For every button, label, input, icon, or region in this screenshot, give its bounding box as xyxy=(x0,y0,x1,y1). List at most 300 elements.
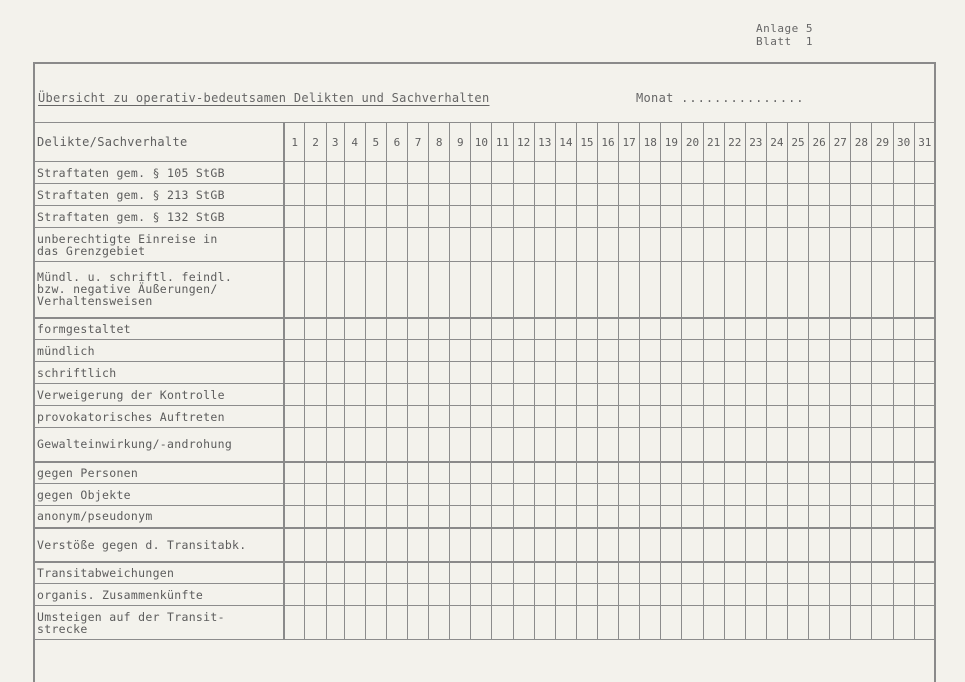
tally-cell-day-13[interactable] xyxy=(534,384,555,406)
tally-cell-day-15[interactable] xyxy=(576,406,597,428)
tally-cell-day-20[interactable] xyxy=(682,318,703,340)
tally-cell-day-16[interactable] xyxy=(598,484,619,506)
tally-cell-day-19[interactable] xyxy=(661,406,682,428)
tally-cell-day-22[interactable] xyxy=(724,528,745,562)
tally-cell-day-19[interactable] xyxy=(661,528,682,562)
tally-cell-day-16[interactable] xyxy=(598,606,619,640)
tally-cell-day-24[interactable] xyxy=(766,484,787,506)
tally-cell-day-26[interactable] xyxy=(809,184,830,206)
tally-cell-day-27[interactable] xyxy=(830,406,851,428)
tally-cell-day-25[interactable] xyxy=(787,262,808,318)
tally-cell-day-25[interactable] xyxy=(787,340,808,362)
tally-cell-day-18[interactable] xyxy=(640,428,661,462)
tally-cell-day-25[interactable] xyxy=(787,584,808,606)
tally-cell-day-8[interactable] xyxy=(429,428,450,462)
tally-cell-day-3[interactable] xyxy=(326,228,344,262)
tally-cell-day-20[interactable] xyxy=(682,562,703,584)
tally-cell-day-17[interactable] xyxy=(619,428,640,462)
tally-cell-day-30[interactable] xyxy=(893,506,914,528)
tally-cell-day-3[interactable] xyxy=(326,384,344,406)
tally-cell-day-5[interactable] xyxy=(365,484,386,506)
tally-cell-day-5[interactable] xyxy=(365,584,386,606)
tally-cell-day-7[interactable] xyxy=(408,228,429,262)
tally-cell-day-13[interactable] xyxy=(534,484,555,506)
tally-cell-day-22[interactable] xyxy=(724,340,745,362)
tally-cell-day-21[interactable] xyxy=(703,362,724,384)
tally-cell-day-3[interactable] xyxy=(326,462,344,484)
tally-cell-day-15[interactable] xyxy=(576,162,597,184)
tally-cell-day-2[interactable] xyxy=(305,506,326,528)
tally-cell-day-15[interactable] xyxy=(576,584,597,606)
tally-cell-day-11[interactable] xyxy=(492,262,513,318)
tally-cell-day-22[interactable] xyxy=(724,428,745,462)
tally-cell-day-16[interactable] xyxy=(598,340,619,362)
tally-cell-day-22[interactable] xyxy=(724,562,745,584)
tally-cell-day-29[interactable] xyxy=(872,228,893,262)
tally-cell-day-13[interactable] xyxy=(534,184,555,206)
tally-cell-day-10[interactable] xyxy=(471,362,492,384)
month-value[interactable]: ............... xyxy=(681,91,805,105)
tally-cell-day-6[interactable] xyxy=(386,162,407,184)
tally-cell-day-11[interactable] xyxy=(492,340,513,362)
tally-cell-day-11[interactable] xyxy=(492,606,513,640)
tally-cell-day-27[interactable] xyxy=(830,528,851,562)
tally-cell-day-12[interactable] xyxy=(513,184,534,206)
tally-cell-day-24[interactable] xyxy=(766,206,787,228)
tally-cell-day-31[interactable] xyxy=(914,462,935,484)
tally-cell-day-8[interactable] xyxy=(429,228,450,262)
tally-cell-day-5[interactable] xyxy=(365,462,386,484)
tally-cell-day-29[interactable] xyxy=(872,184,893,206)
tally-cell-day-20[interactable] xyxy=(682,484,703,506)
tally-cell-day-11[interactable] xyxy=(492,206,513,228)
tally-cell-day-14[interactable] xyxy=(555,318,576,340)
tally-cell-day-22[interactable] xyxy=(724,462,745,484)
tally-cell-day-13[interactable] xyxy=(534,462,555,484)
tally-cell-day-3[interactable] xyxy=(326,318,344,340)
tally-cell-day-25[interactable] xyxy=(787,462,808,484)
tally-cell-day-20[interactable] xyxy=(682,406,703,428)
tally-cell-day-5[interactable] xyxy=(365,362,386,384)
tally-cell-day-27[interactable] xyxy=(830,562,851,584)
tally-cell-day-28[interactable] xyxy=(851,428,872,462)
tally-cell-day-26[interactable] xyxy=(809,162,830,184)
tally-cell-day-1[interactable] xyxy=(284,528,305,562)
tally-cell-day-31[interactable] xyxy=(914,362,935,384)
tally-cell-day-8[interactable] xyxy=(429,562,450,584)
tally-cell-day-26[interactable] xyxy=(809,506,830,528)
tally-cell-day-28[interactable] xyxy=(851,462,872,484)
tally-cell-day-13[interactable] xyxy=(534,406,555,428)
tally-cell-day-15[interactable] xyxy=(576,184,597,206)
tally-cell-day-25[interactable] xyxy=(787,606,808,640)
tally-cell-day-29[interactable] xyxy=(872,506,893,528)
tally-cell-day-23[interactable] xyxy=(745,206,766,228)
tally-cell-day-17[interactable] xyxy=(619,528,640,562)
tally-cell-day-26[interactable] xyxy=(809,406,830,428)
tally-cell-day-18[interactable] xyxy=(640,384,661,406)
tally-cell-day-27[interactable] xyxy=(830,384,851,406)
tally-cell-day-24[interactable] xyxy=(766,606,787,640)
tally-cell-day-28[interactable] xyxy=(851,318,872,340)
tally-cell-day-11[interactable] xyxy=(492,428,513,462)
tally-cell-day-2[interactable] xyxy=(305,462,326,484)
tally-cell-day-2[interactable] xyxy=(305,484,326,506)
tally-cell-day-28[interactable] xyxy=(851,384,872,406)
tally-cell-day-12[interactable] xyxy=(513,462,534,484)
tally-cell-day-23[interactable] xyxy=(745,362,766,384)
tally-cell-day-15[interactable] xyxy=(576,462,597,484)
tally-cell-day-11[interactable] xyxy=(492,162,513,184)
tally-cell-day-18[interactable] xyxy=(640,562,661,584)
tally-cell-day-29[interactable] xyxy=(872,340,893,362)
tally-cell-day-20[interactable] xyxy=(682,606,703,640)
tally-cell-day-17[interactable] xyxy=(619,262,640,318)
tally-cell-day-31[interactable] xyxy=(914,184,935,206)
tally-cell-day-11[interactable] xyxy=(492,528,513,562)
tally-cell-day-16[interactable] xyxy=(598,562,619,584)
tally-cell-day-2[interactable] xyxy=(305,428,326,462)
tally-cell-day-22[interactable] xyxy=(724,206,745,228)
tally-cell-day-7[interactable] xyxy=(408,484,429,506)
tally-cell-day-14[interactable] xyxy=(555,262,576,318)
tally-cell-day-17[interactable] xyxy=(619,318,640,340)
tally-cell-day-14[interactable] xyxy=(555,206,576,228)
tally-cell-day-28[interactable] xyxy=(851,162,872,184)
tally-cell-day-27[interactable] xyxy=(830,506,851,528)
tally-cell-day-16[interactable] xyxy=(598,584,619,606)
tally-cell-day-9[interactable] xyxy=(450,428,471,462)
tally-cell-day-30[interactable] xyxy=(893,384,914,406)
tally-cell-day-26[interactable] xyxy=(809,428,830,462)
tally-cell-day-26[interactable] xyxy=(809,484,830,506)
tally-cell-day-8[interactable] xyxy=(429,262,450,318)
tally-cell-day-19[interactable] xyxy=(661,484,682,506)
tally-cell-day-23[interactable] xyxy=(745,584,766,606)
tally-cell-day-15[interactable] xyxy=(576,362,597,384)
tally-cell-day-13[interactable] xyxy=(534,228,555,262)
tally-cell-day-4[interactable] xyxy=(344,384,365,406)
tally-cell-day-5[interactable] xyxy=(365,428,386,462)
tally-cell-day-8[interactable] xyxy=(429,606,450,640)
tally-cell-day-22[interactable] xyxy=(724,406,745,428)
tally-cell-day-11[interactable] xyxy=(492,406,513,428)
tally-cell-day-8[interactable] xyxy=(429,384,450,406)
tally-cell-day-15[interactable] xyxy=(576,484,597,506)
tally-cell-day-15[interactable] xyxy=(576,528,597,562)
tally-cell-day-25[interactable] xyxy=(787,506,808,528)
tally-cell-day-31[interactable] xyxy=(914,262,935,318)
tally-cell-day-26[interactable] xyxy=(809,206,830,228)
tally-cell-day-21[interactable] xyxy=(703,206,724,228)
tally-cell-day-21[interactable] xyxy=(703,162,724,184)
tally-cell-day-15[interactable] xyxy=(576,262,597,318)
tally-cell-day-26[interactable] xyxy=(809,362,830,384)
tally-cell-day-17[interactable] xyxy=(619,362,640,384)
tally-cell-day-13[interactable] xyxy=(534,362,555,384)
tally-cell-day-21[interactable] xyxy=(703,262,724,318)
tally-cell-day-20[interactable] xyxy=(682,262,703,318)
tally-cell-day-18[interactable] xyxy=(640,484,661,506)
tally-cell-day-17[interactable] xyxy=(619,184,640,206)
tally-cell-day-10[interactable] xyxy=(471,506,492,528)
tally-cell-day-17[interactable] xyxy=(619,606,640,640)
tally-cell-day-25[interactable] xyxy=(787,184,808,206)
tally-cell-day-28[interactable] xyxy=(851,562,872,584)
tally-cell-day-17[interactable] xyxy=(619,584,640,606)
tally-cell-day-27[interactable] xyxy=(830,206,851,228)
tally-cell-day-30[interactable] xyxy=(893,528,914,562)
tally-cell-day-16[interactable] xyxy=(598,462,619,484)
tally-cell-day-23[interactable] xyxy=(745,384,766,406)
tally-cell-day-3[interactable] xyxy=(326,528,344,562)
tally-cell-day-20[interactable] xyxy=(682,206,703,228)
tally-cell-day-23[interactable] xyxy=(745,484,766,506)
tally-cell-day-23[interactable] xyxy=(745,462,766,484)
tally-cell-day-2[interactable] xyxy=(305,262,326,318)
tally-cell-day-6[interactable] xyxy=(386,484,407,506)
tally-cell-day-12[interactable] xyxy=(513,162,534,184)
tally-cell-day-18[interactable] xyxy=(640,318,661,340)
tally-cell-day-24[interactable] xyxy=(766,406,787,428)
tally-cell-day-14[interactable] xyxy=(555,384,576,406)
tally-cell-day-20[interactable] xyxy=(682,506,703,528)
tally-cell-day-26[interactable] xyxy=(809,228,830,262)
tally-cell-day-10[interactable] xyxy=(471,428,492,462)
tally-cell-day-23[interactable] xyxy=(745,606,766,640)
tally-cell-day-17[interactable] xyxy=(619,484,640,506)
tally-cell-day-12[interactable] xyxy=(513,406,534,428)
tally-cell-day-26[interactable] xyxy=(809,262,830,318)
tally-cell-day-5[interactable] xyxy=(365,506,386,528)
tally-cell-day-26[interactable] xyxy=(809,384,830,406)
tally-cell-day-4[interactable] xyxy=(344,162,365,184)
tally-cell-day-23[interactable] xyxy=(745,228,766,262)
tally-cell-day-29[interactable] xyxy=(872,318,893,340)
tally-cell-day-9[interactable] xyxy=(450,384,471,406)
tally-cell-day-6[interactable] xyxy=(386,462,407,484)
tally-cell-day-16[interactable] xyxy=(598,184,619,206)
tally-cell-day-9[interactable] xyxy=(450,484,471,506)
tally-cell-day-29[interactable] xyxy=(872,384,893,406)
tally-cell-day-20[interactable] xyxy=(682,362,703,384)
tally-cell-day-18[interactable] xyxy=(640,506,661,528)
tally-cell-day-30[interactable] xyxy=(893,484,914,506)
tally-cell-day-12[interactable] xyxy=(513,228,534,262)
tally-cell-day-15[interactable] xyxy=(576,506,597,528)
tally-cell-day-7[interactable] xyxy=(408,584,429,606)
tally-cell-day-25[interactable] xyxy=(787,162,808,184)
tally-cell-day-11[interactable] xyxy=(492,318,513,340)
tally-cell-day-22[interactable] xyxy=(724,362,745,384)
tally-cell-day-7[interactable] xyxy=(408,462,429,484)
tally-cell-day-17[interactable] xyxy=(619,562,640,584)
tally-cell-day-23[interactable] xyxy=(745,340,766,362)
tally-cell-day-25[interactable] xyxy=(787,228,808,262)
tally-cell-day-22[interactable] xyxy=(724,184,745,206)
tally-cell-day-31[interactable] xyxy=(914,606,935,640)
tally-cell-day-8[interactable] xyxy=(429,484,450,506)
tally-cell-day-23[interactable] xyxy=(745,428,766,462)
tally-cell-day-13[interactable] xyxy=(534,162,555,184)
tally-cell-day-17[interactable] xyxy=(619,406,640,428)
tally-cell-day-8[interactable] xyxy=(429,584,450,606)
tally-cell-day-17[interactable] xyxy=(619,206,640,228)
tally-cell-day-1[interactable] xyxy=(284,428,305,462)
tally-cell-day-9[interactable] xyxy=(450,506,471,528)
tally-cell-day-29[interactable] xyxy=(872,584,893,606)
tally-cell-day-29[interactable] xyxy=(872,262,893,318)
tally-cell-day-28[interactable] xyxy=(851,506,872,528)
tally-cell-day-3[interactable] xyxy=(326,362,344,384)
tally-cell-day-6[interactable] xyxy=(386,184,407,206)
tally-cell-day-4[interactable] xyxy=(344,228,365,262)
tally-cell-day-6[interactable] xyxy=(386,562,407,584)
tally-cell-day-15[interactable] xyxy=(576,228,597,262)
tally-cell-day-31[interactable] xyxy=(914,406,935,428)
tally-cell-day-10[interactable] xyxy=(471,184,492,206)
tally-cell-day-19[interactable] xyxy=(661,162,682,184)
tally-cell-day-9[interactable] xyxy=(450,606,471,640)
tally-cell-day-13[interactable] xyxy=(534,340,555,362)
tally-cell-day-14[interactable] xyxy=(555,162,576,184)
tally-cell-day-1[interactable] xyxy=(284,206,305,228)
tally-cell-day-10[interactable] xyxy=(471,406,492,428)
tally-cell-day-9[interactable] xyxy=(450,228,471,262)
tally-cell-day-4[interactable] xyxy=(344,362,365,384)
tally-cell-day-10[interactable] xyxy=(471,340,492,362)
tally-cell-day-3[interactable] xyxy=(326,262,344,318)
tally-cell-day-25[interactable] xyxy=(787,362,808,384)
tally-cell-day-6[interactable] xyxy=(386,528,407,562)
tally-cell-day-4[interactable] xyxy=(344,184,365,206)
tally-cell-day-12[interactable] xyxy=(513,428,534,462)
tally-cell-day-22[interactable] xyxy=(724,484,745,506)
tally-cell-day-31[interactable] xyxy=(914,318,935,340)
tally-cell-day-6[interactable] xyxy=(386,506,407,528)
tally-cell-day-4[interactable] xyxy=(344,606,365,640)
tally-cell-day-18[interactable] xyxy=(640,462,661,484)
tally-cell-day-11[interactable] xyxy=(492,362,513,384)
tally-cell-day-18[interactable] xyxy=(640,206,661,228)
tally-cell-day-6[interactable] xyxy=(386,228,407,262)
tally-cell-day-10[interactable] xyxy=(471,606,492,640)
tally-cell-day-30[interactable] xyxy=(893,428,914,462)
tally-cell-day-1[interactable] xyxy=(284,406,305,428)
tally-cell-day-24[interactable] xyxy=(766,562,787,584)
tally-cell-day-8[interactable] xyxy=(429,318,450,340)
tally-cell-day-19[interactable] xyxy=(661,206,682,228)
tally-cell-day-1[interactable] xyxy=(284,262,305,318)
tally-cell-day-11[interactable] xyxy=(492,228,513,262)
tally-cell-day-25[interactable] xyxy=(787,384,808,406)
tally-cell-day-29[interactable] xyxy=(872,162,893,184)
tally-cell-day-7[interactable] xyxy=(408,206,429,228)
tally-cell-day-10[interactable] xyxy=(471,318,492,340)
tally-cell-day-3[interactable] xyxy=(326,484,344,506)
tally-cell-day-31[interactable] xyxy=(914,428,935,462)
tally-cell-day-30[interactable] xyxy=(893,228,914,262)
tally-cell-day-9[interactable] xyxy=(450,562,471,584)
tally-cell-day-20[interactable] xyxy=(682,162,703,184)
tally-cell-day-11[interactable] xyxy=(492,584,513,606)
tally-cell-day-17[interactable] xyxy=(619,340,640,362)
tally-cell-day-12[interactable] xyxy=(513,606,534,640)
tally-cell-day-21[interactable] xyxy=(703,228,724,262)
tally-cell-day-29[interactable] xyxy=(872,362,893,384)
tally-cell-day-14[interactable] xyxy=(555,184,576,206)
tally-cell-day-17[interactable] xyxy=(619,384,640,406)
tally-cell-day-5[interactable] xyxy=(365,184,386,206)
tally-cell-day-7[interactable] xyxy=(408,506,429,528)
tally-cell-day-30[interactable] xyxy=(893,362,914,384)
tally-cell-day-26[interactable] xyxy=(809,318,830,340)
tally-cell-day-5[interactable] xyxy=(365,606,386,640)
tally-cell-day-17[interactable] xyxy=(619,162,640,184)
tally-cell-day-28[interactable] xyxy=(851,528,872,562)
tally-cell-day-21[interactable] xyxy=(703,584,724,606)
tally-cell-day-14[interactable] xyxy=(555,362,576,384)
tally-cell-day-18[interactable] xyxy=(640,184,661,206)
tally-cell-day-21[interactable] xyxy=(703,184,724,206)
tally-cell-day-27[interactable] xyxy=(830,340,851,362)
tally-cell-day-8[interactable] xyxy=(429,506,450,528)
tally-cell-day-19[interactable] xyxy=(661,318,682,340)
tally-cell-day-7[interactable] xyxy=(408,340,429,362)
tally-cell-day-1[interactable] xyxy=(284,584,305,606)
tally-cell-day-2[interactable] xyxy=(305,162,326,184)
tally-cell-day-27[interactable] xyxy=(830,584,851,606)
tally-cell-day-9[interactable] xyxy=(450,462,471,484)
tally-cell-day-19[interactable] xyxy=(661,228,682,262)
tally-cell-day-1[interactable] xyxy=(284,506,305,528)
tally-cell-day-20[interactable] xyxy=(682,184,703,206)
tally-cell-day-27[interactable] xyxy=(830,184,851,206)
tally-cell-day-2[interactable] xyxy=(305,206,326,228)
tally-cell-day-27[interactable] xyxy=(830,362,851,384)
tally-cell-day-6[interactable] xyxy=(386,406,407,428)
tally-cell-day-10[interactable] xyxy=(471,162,492,184)
tally-cell-day-13[interactable] xyxy=(534,206,555,228)
tally-cell-day-31[interactable] xyxy=(914,206,935,228)
tally-cell-day-13[interactable] xyxy=(534,562,555,584)
tally-cell-day-8[interactable] xyxy=(429,362,450,384)
tally-cell-day-19[interactable] xyxy=(661,184,682,206)
tally-cell-day-9[interactable] xyxy=(450,262,471,318)
tally-cell-day-14[interactable] xyxy=(555,584,576,606)
tally-cell-day-11[interactable] xyxy=(492,484,513,506)
tally-cell-day-16[interactable] xyxy=(598,362,619,384)
tally-cell-day-19[interactable] xyxy=(661,506,682,528)
tally-cell-day-4[interactable] xyxy=(344,528,365,562)
tally-cell-day-16[interactable] xyxy=(598,318,619,340)
tally-cell-day-28[interactable] xyxy=(851,228,872,262)
tally-cell-day-5[interactable] xyxy=(365,228,386,262)
tally-cell-day-2[interactable] xyxy=(305,318,326,340)
tally-cell-day-31[interactable] xyxy=(914,584,935,606)
tally-cell-day-27[interactable] xyxy=(830,484,851,506)
tally-cell-day-7[interactable] xyxy=(408,162,429,184)
tally-cell-day-7[interactable] xyxy=(408,606,429,640)
tally-cell-day-27[interactable] xyxy=(830,162,851,184)
tally-cell-day-23[interactable] xyxy=(745,162,766,184)
tally-cell-day-31[interactable] xyxy=(914,562,935,584)
tally-cell-day-30[interactable] xyxy=(893,206,914,228)
tally-cell-day-21[interactable] xyxy=(703,428,724,462)
tally-cell-day-2[interactable] xyxy=(305,228,326,262)
tally-cell-day-6[interactable] xyxy=(386,384,407,406)
tally-cell-day-21[interactable] xyxy=(703,406,724,428)
